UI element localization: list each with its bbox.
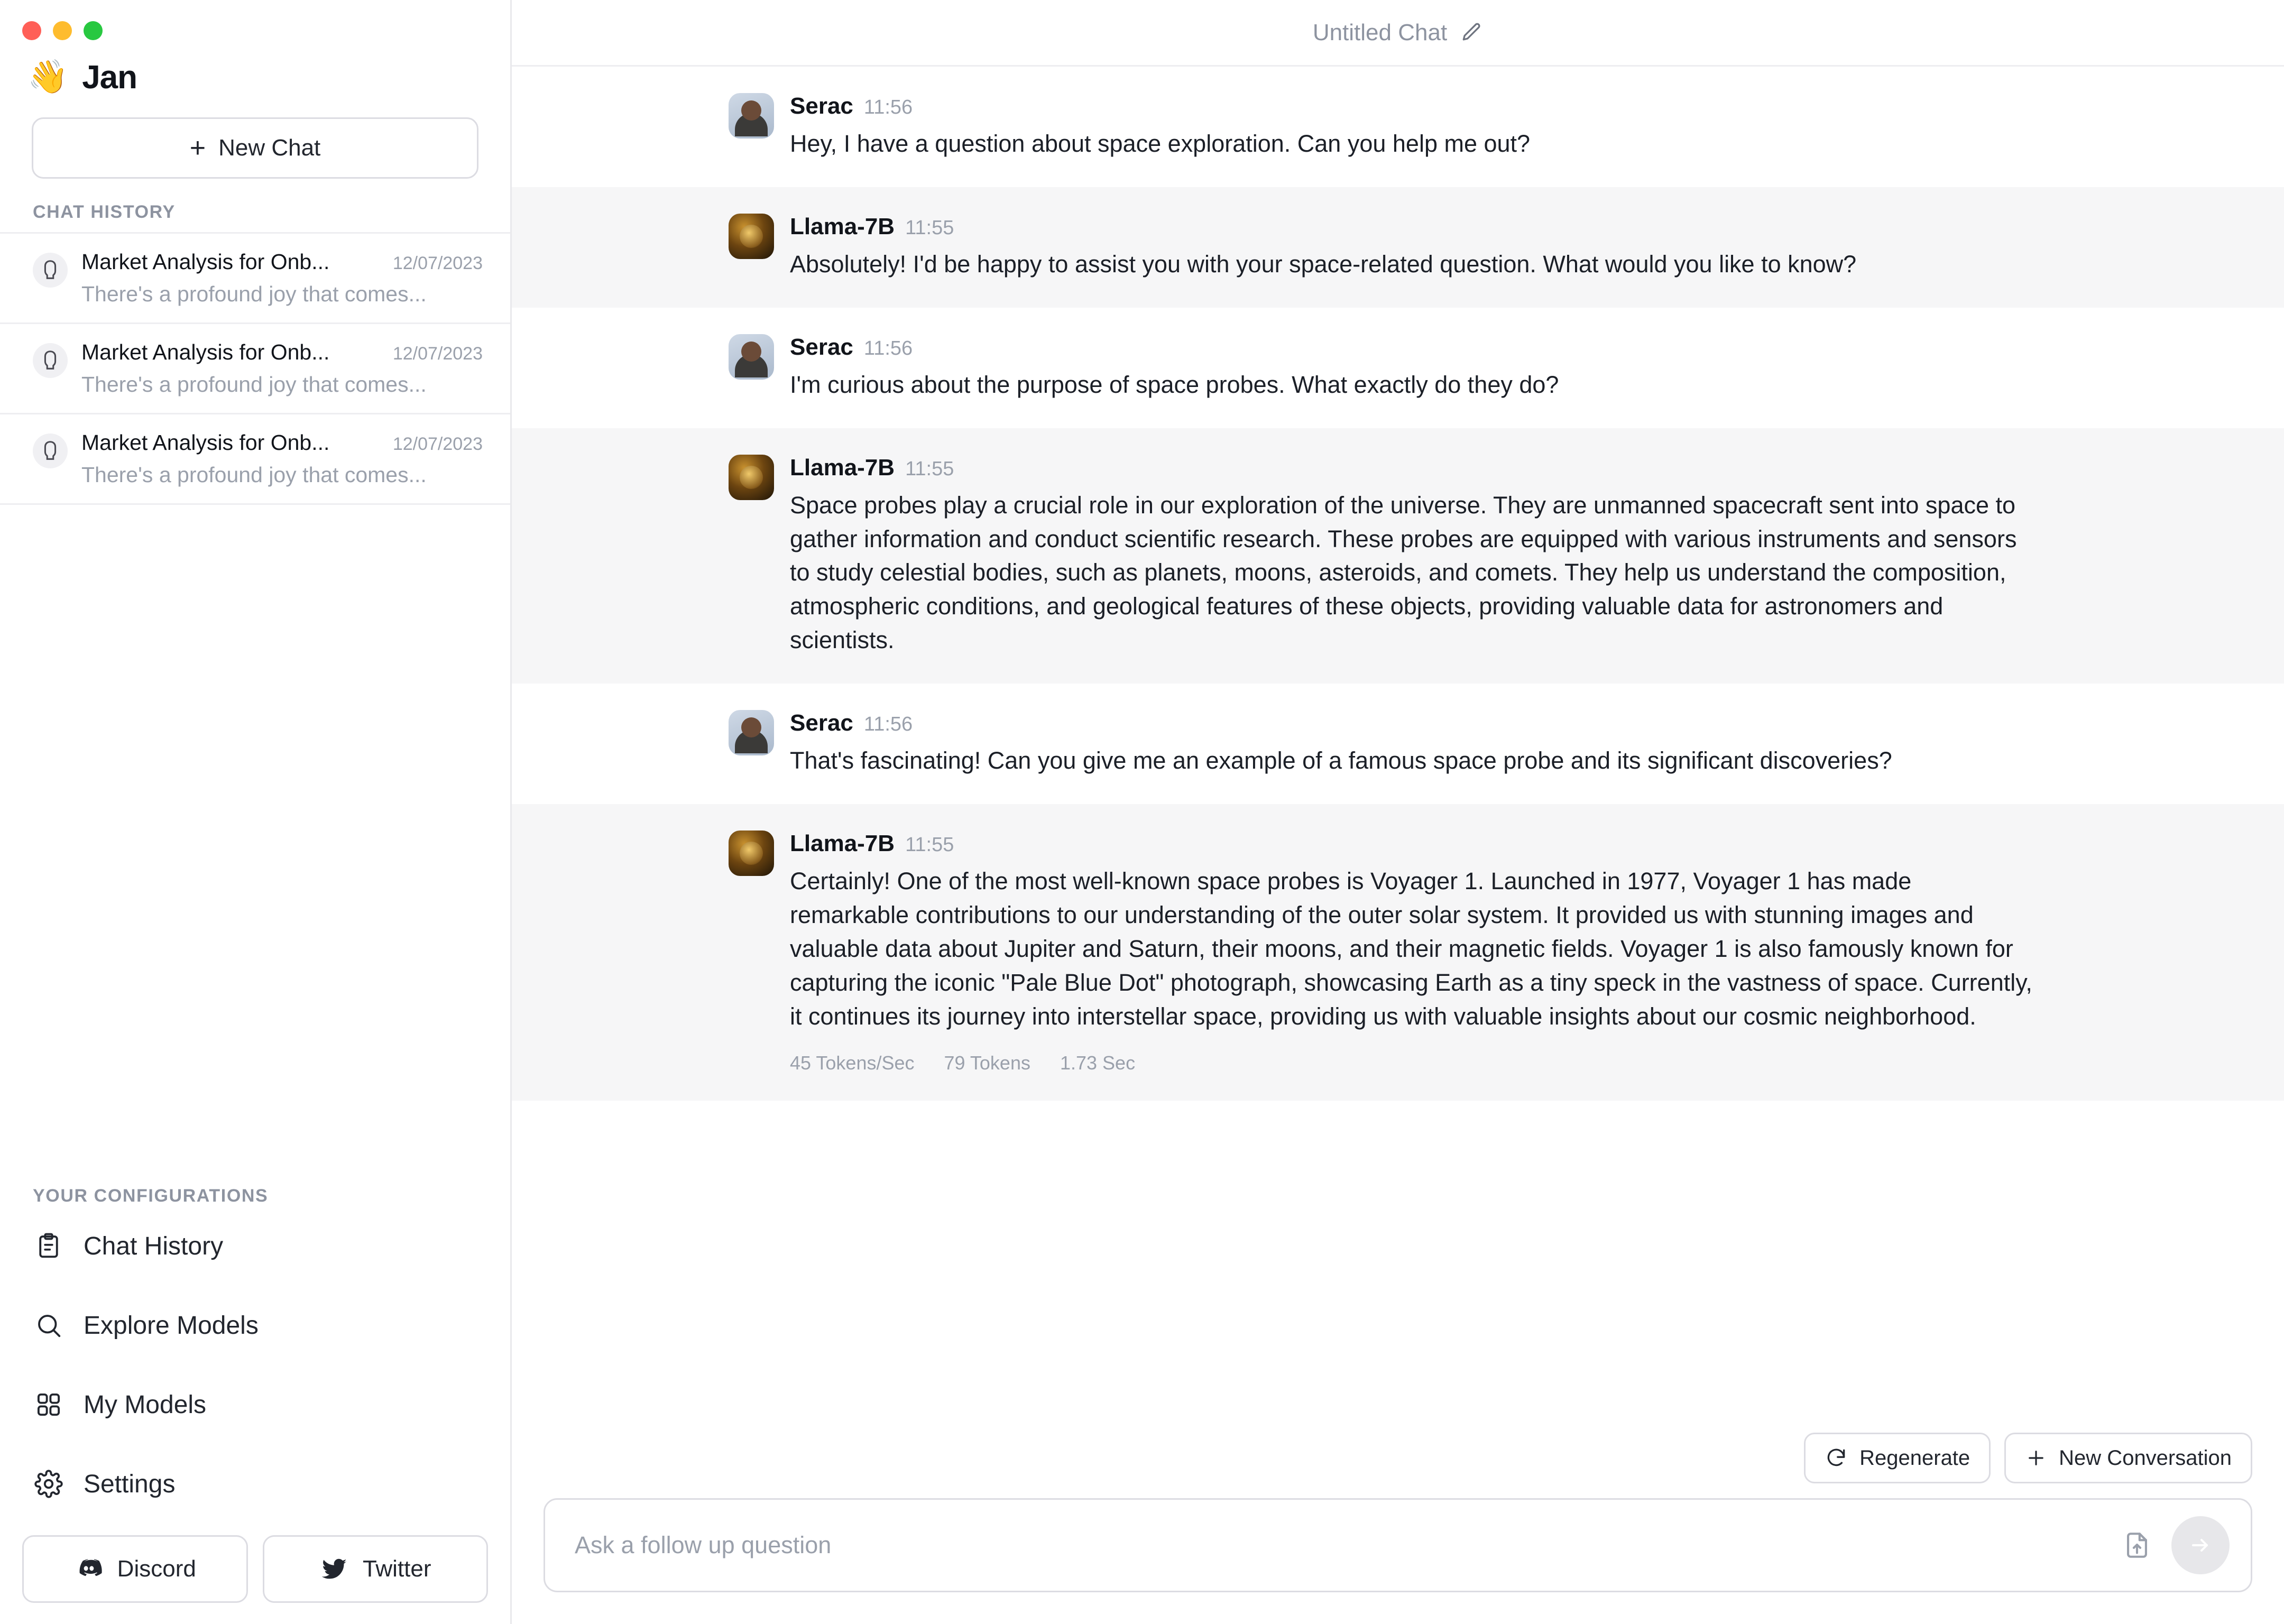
- twitter-icon: [319, 1554, 349, 1584]
- pencil-icon[interactable]: [1460, 21, 1483, 44]
- maximize-window-button[interactable]: [84, 21, 103, 40]
- app-title: Jan: [82, 59, 137, 96]
- gear-icon: [33, 1468, 65, 1500]
- message-row: [512, 804, 2284, 1101]
- discord-label: Discord: [117, 1556, 196, 1582]
- new-conversation-button[interactable]: [2004, 1433, 2252, 1483]
- message-row: [512, 187, 2284, 308]
- message-header: [790, 831, 2036, 857]
- chat-preview: There's a profound joy that comes...: [81, 372, 427, 396]
- chat-title: Market Analysis for Onb...: [81, 250, 330, 274]
- message-time: 11:56: [863, 713, 913, 736]
- social-links: [0, 1524, 510, 1603]
- list-item[interactable]: [0, 232, 510, 324]
- chat-date: 12/07/2023: [392, 253, 483, 273]
- message-author: Llama-7B: [790, 213, 895, 239]
- list-item-header: [81, 430, 483, 455]
- configurations-heading: YOUR CONFIGURATIONS: [33, 1186, 269, 1206]
- message-row: [512, 67, 2284, 187]
- message-row: [512, 428, 2284, 684]
- regenerate-button[interactable]: [1804, 1433, 1991, 1483]
- sidebar-item-explore-models[interactable]: [0, 1286, 510, 1365]
- sidebar-item-label: Chat History: [84, 1232, 224, 1260]
- message-time: 11:56: [863, 337, 913, 359]
- message-text: Absolutely! I'd be happy to assist you with your space-related question. What would you like to know?: [790, 250, 1857, 278]
- chat-title: Market Analysis for Onb...: [81, 340, 330, 364]
- plus-icon: [2025, 1447, 2047, 1469]
- message-text: Space probes play a crucial role in our exploration of the universe. They are unmanned spacecraft sent into space to gather information and conduct scientific research. These probes are equipped with various instruments and sensors to study celestial bodies, such as planets, moons, asteroids, and comets. They help us understand the composition, atmospheric conditions, and geological features of these objects, providing valuable data for astronomers and scientists.: [790, 491, 2017, 654]
- message-author: Serac: [790, 93, 853, 119]
- minimize-window-button[interactable]: [53, 21, 72, 40]
- message-body: [790, 334, 2036, 402]
- message-body: [790, 455, 2036, 657]
- list-item-header: [81, 250, 483, 274]
- new-chat-label: New Chat: [218, 135, 321, 161]
- discord-button[interactable]: [22, 1535, 248, 1603]
- token-count: 79 Tokens: [944, 1052, 1030, 1074]
- app-brand: [0, 40, 510, 98]
- message-row: [512, 308, 2284, 428]
- sidebar-item-chat-history[interactable]: [0, 1206, 510, 1286]
- discord-icon: [74, 1554, 104, 1584]
- message-text: Hey, I have a question about space exploration. Can you help me out?: [790, 130, 1531, 157]
- chat-history-list: [0, 232, 510, 505]
- list-item-body: [81, 340, 483, 397]
- composer[interactable]: [544, 1498, 2252, 1592]
- avatar: [33, 343, 68, 378]
- search-icon: [33, 1309, 65, 1341]
- send-button[interactable]: [2171, 1516, 2230, 1574]
- list-item-body: [81, 250, 483, 307]
- clipboard-icon: [33, 1230, 65, 1262]
- message-text: Certainly! One of the most well-known space probes is Voyager 1. Launched in 1977, Voyager 1 has made remarkable contributions to our understanding of the outer solar system. It provided us with stunning images and valuable data about Jupiter and Saturn, their moons, and their magnetic fields. Voyager 1 is also famously known for capturing the iconic "Pale Blue Dot" photograph, showcasing Earth as a tiny speck in the vastness of space. Currently, it continues its journey into interstellar space, providing us with valuable insights about our cosmic neighborhood.: [790, 868, 2032, 1030]
- message-author: Serac: [790, 334, 853, 360]
- list-item[interactable]: [0, 414, 510, 505]
- message-body: [790, 214, 2036, 281]
- sidebar-item-label: My Models: [84, 1390, 207, 1419]
- message-time: 11:56: [863, 96, 913, 118]
- message-header: [790, 334, 2036, 361]
- message-body: [790, 710, 2036, 778]
- message-author: Llama-7B: [790, 454, 895, 481]
- message-author: Llama-7B: [790, 831, 895, 857]
- twitter-button[interactable]: [263, 1535, 489, 1603]
- message-time: 11:55: [905, 457, 954, 480]
- grid-icon: [33, 1389, 65, 1420]
- message-text: I'm curious about the purpose of space probes. What exactly do they do?: [790, 371, 1559, 398]
- sidebar-item-label: Settings: [84, 1470, 176, 1498]
- sidebar-item-label: Explore Models: [84, 1311, 259, 1340]
- refresh-icon: [1825, 1446, 1848, 1470]
- message-header: [790, 214, 2036, 240]
- message-time: 11:55: [905, 216, 954, 239]
- avatar: [33, 253, 68, 288]
- sidebar-item-settings[interactable]: [0, 1444, 510, 1524]
- chat-preview: There's a profound joy that comes...: [81, 463, 427, 487]
- chat-date: 12/07/2023: [392, 344, 483, 364]
- avatar: [33, 433, 68, 468]
- new-chat-button[interactable]: [32, 117, 478, 179]
- main-panel: [512, 0, 2284, 1624]
- regenerate-label: Regenerate: [1859, 1446, 1970, 1470]
- avatar: [729, 93, 774, 139]
- list-item[interactable]: [0, 324, 510, 414]
- chat-actions: [544, 1433, 2252, 1483]
- message-header: [790, 93, 2036, 119]
- tokens-per-sec: 45 Tokens/Sec: [790, 1052, 915, 1074]
- window-traffic-lights: [0, 0, 510, 40]
- message-stats: [790, 1052, 2036, 1074]
- message-time: 11:55: [905, 834, 954, 856]
- sidebar-footer: [0, 1186, 510, 1624]
- message-author: Serac: [790, 710, 853, 736]
- file-upload-icon[interactable]: [2119, 1527, 2156, 1564]
- message-header: [790, 455, 2036, 481]
- waving-hand-icon: 👋: [27, 59, 69, 95]
- page-title: Untitled Chat: [1312, 19, 1448, 45]
- list-item-body: [81, 430, 483, 487]
- chat-preview: There's a profound joy that comes...: [81, 282, 427, 306]
- chat-date: 12/07/2023: [392, 434, 483, 454]
- avatar: [729, 710, 774, 755]
- message-body: [790, 831, 2036, 1074]
- twitter-label: Twitter: [362, 1556, 431, 1582]
- composer-area: [512, 1433, 2284, 1624]
- message-thread[interactable]: [512, 67, 2284, 1433]
- list-item-header: [81, 340, 483, 365]
- avatar: [729, 455, 774, 500]
- avatar: [729, 214, 774, 259]
- message-row: [512, 684, 2284, 804]
- chat-title: Market Analysis for Onb...: [81, 430, 330, 455]
- close-window-button[interactable]: [22, 21, 41, 40]
- sidebar: [0, 0, 512, 1624]
- chat-header: [512, 0, 2284, 67]
- avatar: [729, 334, 774, 380]
- message-body: [790, 93, 2036, 161]
- chat-history-heading: CHAT HISTORY: [33, 202, 176, 222]
- duration: 1.73 Sec: [1060, 1052, 1136, 1074]
- new-conversation-label: New Conversation: [2059, 1446, 2232, 1470]
- sidebar-item-my-models[interactable]: [0, 1365, 510, 1444]
- chat-input[interactable]: [575, 1531, 2103, 1559]
- message-text: That's fascinating! Can you give me an example of a famous space probe and its significant discoveries?: [790, 747, 1892, 774]
- message-header: [790, 710, 2036, 736]
- plus-icon: +: [189, 133, 206, 163]
- avatar: [729, 831, 774, 876]
